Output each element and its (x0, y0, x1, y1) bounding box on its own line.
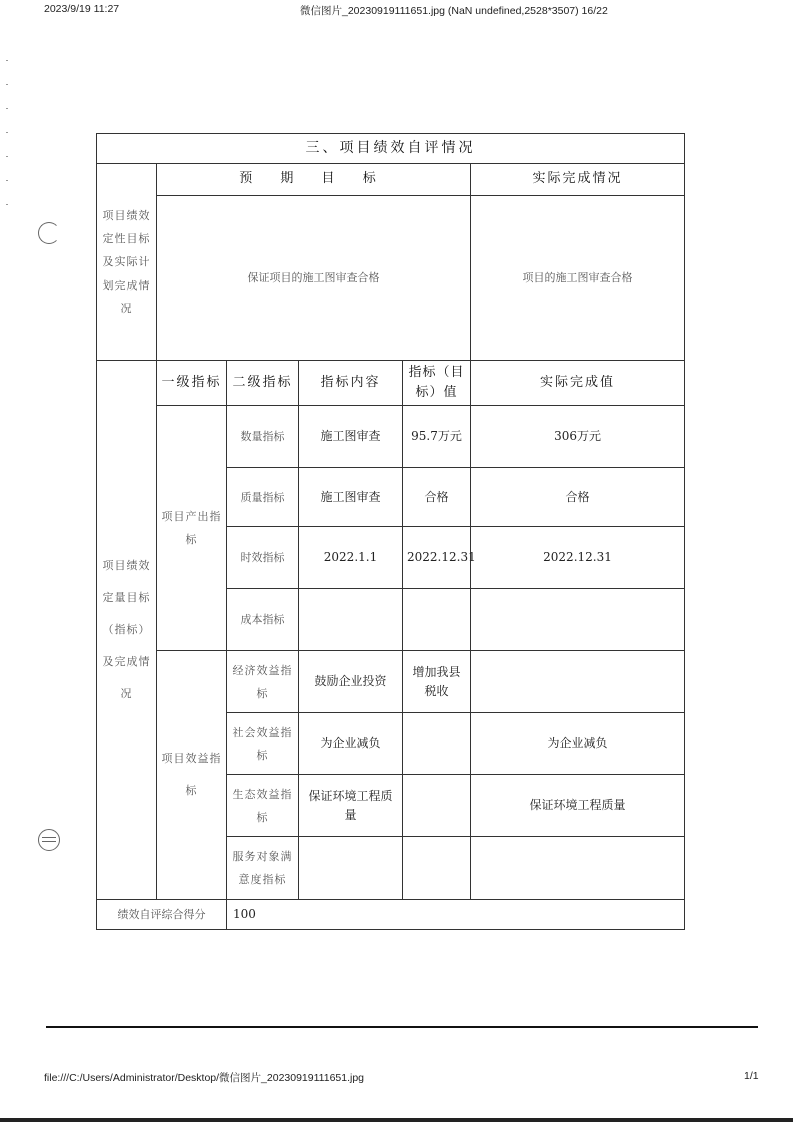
qualitative-content-row (97, 196, 685, 361)
table-row (97, 651, 685, 713)
target-value (403, 837, 471, 900)
level2-indicator: 成本指标 (227, 589, 299, 651)
title-row (97, 134, 685, 164)
actual-value (471, 589, 685, 651)
level2-indicator: 数量指标 (227, 406, 299, 468)
col-level2-indicator: 二级指标 (227, 361, 299, 406)
quantitative-header-row (97, 361, 685, 406)
actual-value (471, 651, 685, 713)
punch-hole-bottom (38, 829, 60, 851)
actual-value: 保证环境工程质量 (471, 775, 685, 837)
print-file-path: file:///C:/Users/Administrator/Desktop/微信图片_20230919111651.jpg (44, 1072, 365, 1084)
actual-value (471, 837, 685, 900)
indicator-content (299, 589, 403, 651)
output-group-label: 项目产出指标 (157, 406, 227, 651)
level2-indicator: 生态效益指标 (227, 775, 299, 837)
actual-value: 2022.12.31 (471, 527, 685, 589)
target-value: 增加我县税收 (403, 651, 471, 713)
actual-value: 合格 (471, 468, 685, 527)
indicator-content: 保证环境工程质量 (299, 775, 403, 837)
print-document-title: 微信图片_20230919111651.jpg (NaN undefined,2528*3507) 16/22 (300, 5, 608, 17)
table-row (97, 406, 685, 468)
indicator-content (299, 837, 403, 900)
scan-bottom-edge (0, 1118, 793, 1122)
level2-indicator: 服务对象满意度指标 (227, 837, 299, 900)
level2-indicator: 质量指标 (227, 468, 299, 527)
qualitative-header-row (97, 164, 685, 196)
score-value: 100 (227, 900, 685, 930)
target-value (403, 775, 471, 837)
col-actual-value: 实际完成值 (471, 361, 685, 406)
performance-evaluation-table (96, 133, 685, 930)
indicator-content: 施工图审查 (299, 468, 403, 527)
print-page-count: 1/1 (744, 1070, 759, 1082)
level2-indicator: 经济效益指标 (227, 651, 299, 713)
col-indicator-content: 指标内容 (299, 361, 403, 406)
print-timestamp: 2023/9/19 11:27 (44, 3, 120, 15)
qualitative-expected-target: 保证项目的施工图审查合格 (157, 196, 471, 361)
score-row (97, 900, 685, 930)
indicator-content: 2022.1.1 (299, 527, 403, 589)
qualitative-actual-completion: 项目的施工图审查合格 (471, 196, 685, 361)
target-value (403, 589, 471, 651)
level2-indicator: 社会效益指标 (227, 713, 299, 775)
benefit-group-label: 项目效益指标 (157, 651, 227, 900)
col-target-value: 指标（目标）值 (403, 361, 471, 406)
quantitative-row-label: 项目绩效定量目标（指标）及完成情况 (97, 361, 157, 900)
indicator-content: 施工图审查 (299, 406, 403, 468)
target-value: 95.7万元 (403, 406, 471, 468)
actual-value: 306万元 (471, 406, 685, 468)
col-level1-indicator: 一级指标 (157, 361, 227, 406)
footer-rule (46, 1026, 758, 1028)
indicator-content: 鼓励企业投资 (299, 651, 403, 713)
level2-indicator: 时效指标 (227, 527, 299, 589)
qualitative-row-label: 项目绩效定性目标及实际计划完成情况 (97, 164, 157, 361)
punch-hole-top (38, 222, 60, 244)
scan-edge-marks (6, 60, 8, 220)
indicator-content: 为企业减负 (299, 713, 403, 775)
target-value: 合格 (403, 468, 471, 527)
target-value (403, 713, 471, 775)
actual-value: 为企业减负 (471, 713, 685, 775)
actual-completion-header: 实际完成情况 (471, 164, 685, 196)
score-label: 绩效自评综合得分 (97, 900, 227, 930)
section-title: 三、项目绩效自评情况 (97, 134, 685, 164)
expected-target-header: 预 期 目 标 (157, 164, 471, 196)
target-value: 2022.12.31 (403, 527, 471, 589)
